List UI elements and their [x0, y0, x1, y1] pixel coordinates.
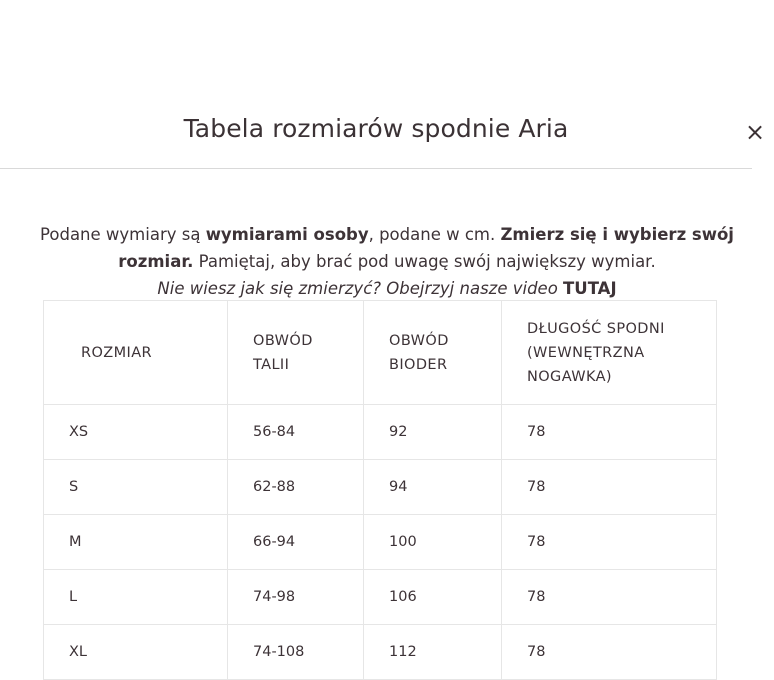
- header-waist-line: OBWÓD: [253, 332, 313, 349]
- header-hips-line: OBWÓD: [389, 332, 449, 349]
- intro-text-part: , podane w cm.: [368, 225, 501, 244]
- cell-waist: 74-98: [228, 570, 364, 625]
- cell-hips: 100: [364, 515, 502, 570]
- header-hips-line: BIODER: [389, 356, 448, 373]
- header-length-line: NOGAWKA): [527, 368, 612, 385]
- cell-hips: 94: [364, 460, 502, 515]
- cell-length: 78: [502, 515, 717, 570]
- cell-size: XL: [44, 625, 228, 680]
- cell-length: 78: [502, 625, 717, 680]
- header-length-line: (WEWNĘTRZNA: [527, 344, 645, 361]
- intro-line-1: [0, 221, 774, 248]
- cell-waist: 56-84: [228, 405, 364, 460]
- header-waist: [228, 301, 364, 405]
- table-row: [44, 405, 717, 460]
- intro-text-part: Podane wymiary są: [40, 225, 206, 244]
- table-row: [44, 570, 717, 625]
- cell-waist: 66-94: [228, 515, 364, 570]
- intro-text-part: Nie wiesz jak się zmierzyć? Obejrzyj nasze video: [157, 279, 564, 298]
- cell-waist: 74-108: [228, 625, 364, 680]
- header-length-line: DŁUGOŚĆ SPODNI: [527, 320, 665, 337]
- intro-emphasis: Zmierz się i wybierz swój: [500, 225, 734, 244]
- intro-emphasis: rozmiar.: [118, 252, 194, 271]
- cell-length: 78: [502, 460, 717, 515]
- cell-size: L: [44, 570, 228, 625]
- modal-header: [0, 0, 766, 169]
- intro-line-3: [0, 275, 774, 302]
- table-row: [44, 460, 717, 515]
- intro-line-2: [0, 248, 774, 275]
- header-waist-line: TALII: [253, 356, 290, 373]
- modal-title: Tabela rozmiarów spodnie Aria: [183, 114, 569, 143]
- header-hips: [364, 301, 502, 405]
- cell-size: XS: [44, 405, 228, 460]
- header-length: [502, 301, 717, 405]
- cell-hips: 92: [364, 405, 502, 460]
- table-row: [44, 625, 717, 680]
- intro-text-part: Pamiętaj, aby brać pod uwagę swój największy wymiar.: [193, 252, 656, 271]
- intro-text: [0, 221, 774, 302]
- cell-size: M: [44, 515, 228, 570]
- cell-waist: 62-88: [228, 460, 364, 515]
- table-row: [44, 515, 717, 570]
- video-link[interactable]: TUTAJ: [563, 279, 617, 298]
- table-header-row: [44, 301, 717, 405]
- size-table: [43, 300, 717, 680]
- header-size: ROZMIAR: [44, 301, 228, 405]
- cell-hips: 112: [364, 625, 502, 680]
- intro-emphasis: wymiarami osoby: [205, 225, 369, 244]
- close-icon[interactable]: ×: [745, 118, 766, 146]
- cell-length: 78: [502, 570, 717, 625]
- cell-length: 78: [502, 405, 717, 460]
- cell-size: S: [44, 460, 228, 515]
- cell-hips: 106: [364, 570, 502, 625]
